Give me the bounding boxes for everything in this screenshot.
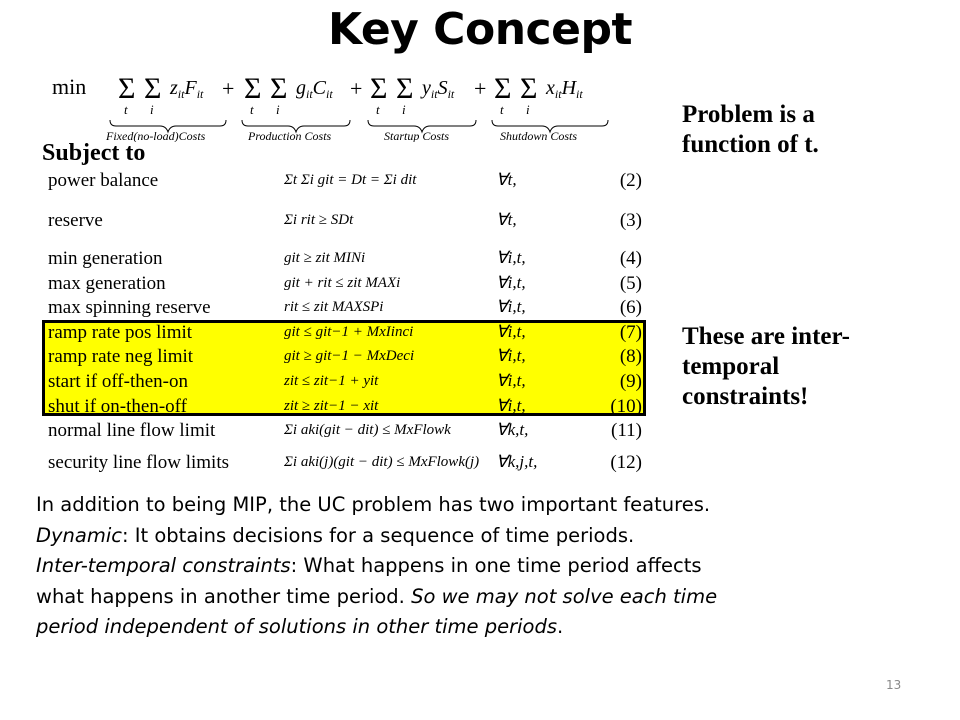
svg-text:yitSit: $y_{it}S_{it}$ — [422, 77, 455, 101]
svg-text:Σ: Σ — [144, 72, 162, 105]
term-label: Startup Costs — [384, 129, 450, 142]
svg-text:Σ: Σ — [270, 72, 288, 105]
constraint-row-ramp-neg: ramp rate neg limit git ≥ git−1 − MxDeci ∀i,t, (8) — [48, 346, 642, 368]
svg-text:Σ: Σ — [520, 72, 538, 105]
objective-term-fixed — [105, 72, 226, 142]
constraint-row: power balance Σt Σi git = Dt = Σi dit ∀t, (2) — [48, 170, 642, 191]
page-number: 13 — [886, 678, 902, 692]
min-label: min — [52, 74, 87, 99]
svg-text:gitCit: $g_{it}C_{it}$ — [296, 77, 333, 101]
constraints-list — [48, 170, 648, 484]
objective-term-startup — [368, 72, 476, 142]
paragraph-line-2: Dynamic: It obtains decisions for a sequence of time periods. — [36, 523, 635, 547]
objective-function — [52, 62, 652, 142]
svg-text:Σ: Σ — [118, 72, 136, 105]
svg-text:+: + — [474, 76, 487, 101]
term-label: Shutdown Costs — [500, 129, 578, 142]
term-label: Fixed(no-load)Costs — [106, 129, 206, 142]
svg-text:t: t — [376, 102, 380, 117]
svg-text:Σ: Σ — [244, 72, 262, 105]
term-label: Production Costs — [248, 129, 332, 142]
constraint-row: min generation git ≥ zit MINi ∀i,t, (4) — [48, 248, 642, 269]
paragraph-line-5: period independent of solutions in other time periods. — [36, 615, 564, 638]
svg-text:i: i — [526, 102, 530, 117]
svg-text:+: + — [350, 76, 363, 101]
svg-text:i: i — [276, 102, 280, 117]
svg-text:Σ: Σ — [494, 72, 512, 105]
explanation-paragraph — [36, 490, 936, 643]
constraint-row: normal line flow limit Σi aki(git − dit) ≤ MxFlowk ∀k,t, (11) — [48, 420, 642, 442]
constraint-row-shut: shut if on-then-off zit ≥ zit−1 − xit ∀i,t, (10) — [48, 395, 642, 417]
constraint-row: security line flow limits Σi aki(j)(git − dit) ≤ MxFlowk(j) ∀k,j,t, (12) — [48, 452, 642, 474]
side-note-function-of-t: Problem is a function of t. — [682, 101, 819, 158]
slide-title: Key Concept — [328, 4, 632, 55]
paragraph-line-1: In addition to being MIP, the UC problem has two important features. — [36, 493, 711, 516]
svg-text:t: t — [500, 102, 504, 117]
svg-text:+: + — [222, 76, 235, 101]
paragraph-line-3: Inter-temporal constraints: What happens in one time period affects — [36, 554, 702, 577]
svg-text:t: t — [250, 102, 254, 117]
svg-text:i: i — [402, 102, 406, 117]
side-note-intertemporal: These are inter- temporal constraints! — [682, 323, 851, 410]
objective-term-production — [242, 72, 350, 142]
subject-to-label: Subject to — [42, 140, 146, 166]
constraint-row-ramp-pos: ramp rate pos limit git ≤ git−1 + MxIinci ∀i,t, (7) — [48, 321, 642, 343]
constraint-row: reserve Σi rit ≥ SDt ∀t, (3) — [48, 210, 642, 231]
svg-text:xitHit: $x_{it}H_{it}$ — [546, 77, 583, 101]
svg-text:t: t — [124, 102, 128, 117]
constraint-row-start: start if off-then-on zit ≤ zit−1 + yit ∀i,t, (9) — [48, 370, 642, 392]
svg-text:i: i — [150, 102, 154, 117]
constraint-row: max spinning reserve rit ≤ zit MAXSPi ∀i,t, (6) — [48, 297, 642, 319]
svg-text:Σ: Σ — [396, 72, 414, 105]
objective-term-shutdown — [492, 72, 608, 142]
paragraph-line-4: what happens in another time period. So we may not solve each time — [36, 584, 718, 608]
constraint-row: max generation git + rit ≤ zit MAXi ∀i,t, (5) — [48, 272, 642, 294]
svg-text:zitFit: $z_{it}F_{it}$ — [170, 77, 204, 101]
svg-text:Σ: Σ — [370, 72, 388, 105]
